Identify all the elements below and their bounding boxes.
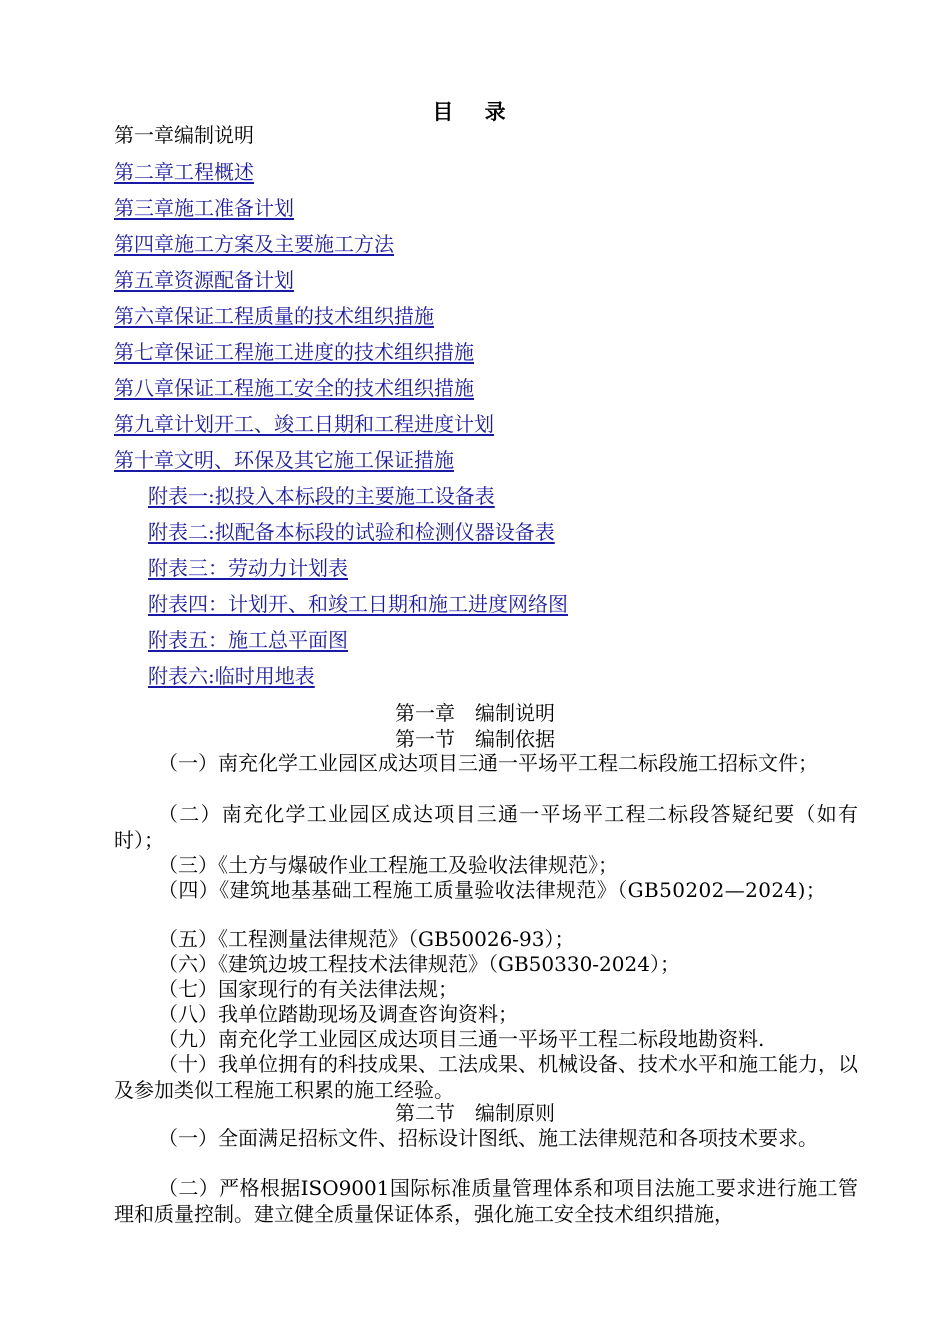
toc-link-appendix-2[interactable]: 附表二:拟配备本标段的试验和检测仪器设备表 <box>148 520 555 544</box>
toc-link-appendix-3[interactable]: 附表三：劳动力计划表 <box>148 556 348 580</box>
principle-paragraph-1: （一）全面满足招标文件、招标设计图纸、施工法律规范和各项技术要求。 <box>158 1126 818 1150</box>
basis-paragraph-3: （三）《土方与爆破作业工程施工及验收法律规范》； <box>158 853 618 877</box>
toc-title: 目 录 <box>432 99 518 124</box>
toc-link-chapter-2[interactable]: 第二章工程概述 <box>114 160 254 184</box>
toc-link-chapter-3[interactable]: 第三章施工准备计划 <box>114 196 294 220</box>
toc-link-chapter-7[interactable]: 第七章保证工程施工进度的技术组织措施 <box>114 340 474 364</box>
section-title-principles: 第二节 编制原则 <box>395 1101 555 1125</box>
basis-paragraph-9: （九）南充化学工业园区成达项目三通一平场平工程二标段地勘资料. <box>158 1027 765 1051</box>
toc-link-appendix-1[interactable]: 附表一:拟投入本标段的主要施工设备表 <box>148 484 495 508</box>
basis-paragraph-5: （五）《工程测量法律规范》（GB50026-93）； <box>158 927 575 951</box>
basis-paragraph-4: （四）《建筑地基基础工程施工质量验收法律规范》（GB50202—2024)； <box>158 878 827 902</box>
toc-link-appendix-5[interactable]: 附表五：施工总平面图 <box>148 628 348 652</box>
toc-link-chapter-6[interactable]: 第六章保证工程质量的技术组织措施 <box>114 304 434 328</box>
principle-paragraph-2: （二）严格根据ISO9001国际标准质量管理体系和项目法施工要求进行施工管理和质量控制。建立健全质量保证体系，强化施工安全技术组织措施， <box>114 1176 858 1226</box>
toc-link-chapter-5[interactable]: 第五章资源配备计划 <box>114 268 294 292</box>
toc-link-chapter-10[interactable]: 第十章文明、环保及其它施工保证措施 <box>114 448 454 472</box>
toc-link-chapter-4[interactable]: 第四章施工方案及主要施工方法 <box>114 232 394 256</box>
basis-paragraph-6: （六）《建筑边坡工程技术法律规范》（GB50330-2024）； <box>158 952 680 976</box>
toc-link-chapter-8[interactable]: 第八章保证工程施工安全的技术组织措施 <box>114 376 474 400</box>
toc-item-chapter-1: 第一章编制说明 <box>114 123 254 147</box>
section-title-basis: 第一节 编制依据 <box>395 727 555 751</box>
toc-link-appendix-6[interactable]: 附表六:临时用地表 <box>148 664 315 688</box>
basis-paragraph-2: （二）南充化学工业园区成达项目三通一平场平工程二标段答疑纪要（如有时）； <box>114 802 858 852</box>
basis-paragraph-1: （一）南充化学工业园区成达项目三通一平场平工程二标段施工招标文件； <box>158 751 818 775</box>
toc-link-chapter-9[interactable]: 第九章计划开工、竣工日期和工程进度计划 <box>114 412 494 436</box>
toc-link-appendix-4[interactable]: 附表四：计划开、和竣工日期和施工进度网络图 <box>148 592 568 616</box>
basis-paragraph-8: （八）我单位踏勘现场及调查咨询资料； <box>158 1002 518 1026</box>
basis-paragraph-7: （七）国家现行的有关法律法规； <box>158 977 458 1001</box>
basis-paragraph-10: （十）我单位拥有的科技成果、工法成果、机械设备、技术水平和施工能力，以及参加类似工程施工积累的施工经验。 <box>114 1052 858 1102</box>
chapter-title: 第一章 编制说明 <box>395 701 555 725</box>
